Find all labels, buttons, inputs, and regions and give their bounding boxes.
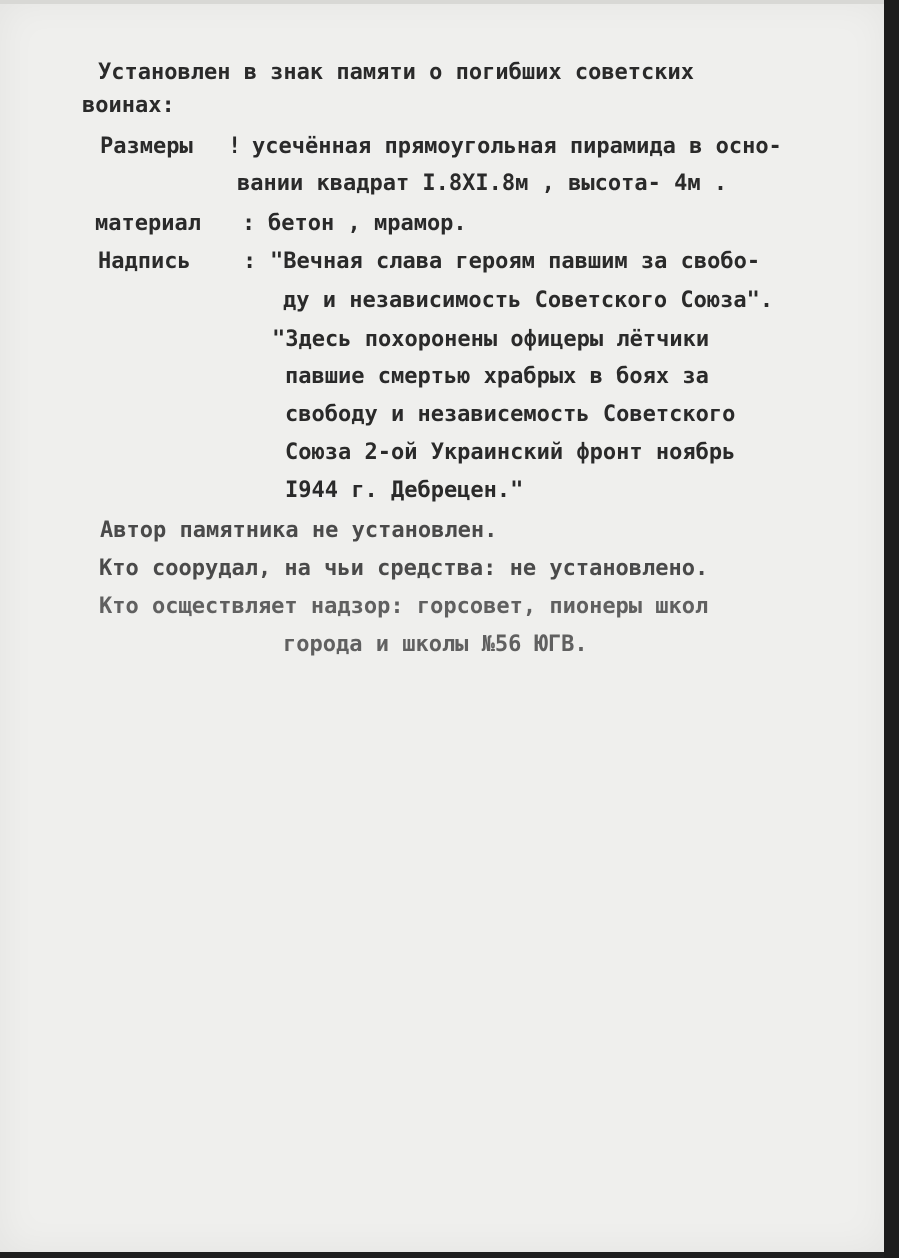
material-value: бетон , мрамор. <box>268 211 467 236</box>
intro-line-2: воинах: <box>82 93 175 118</box>
inscription-line-3: "Здесь похоронены офицеры лётчики <box>272 327 710 352</box>
inscription-line-4: павшие смертью храбрых в боях за <box>285 364 709 389</box>
material-separator: : <box>242 211 256 236</box>
builder-line: Кто соорудал, на чьи средства: не установлено. <box>99 556 709 581</box>
scan-edge-shadow <box>884 0 899 1258</box>
inscription-line-7: I944 г. Дебрецен." <box>285 478 524 503</box>
oversight-line-2: города и школы №56 ЮГВ. <box>283 632 588 657</box>
inscription-line-6: Союза 2-ой Украинский фронт ноябрь <box>285 440 736 465</box>
size-value-line-1: усечённая прямоугольная пирамида в осно- <box>252 134 782 159</box>
page-top-edge <box>0 0 886 4</box>
inscription-line-1: "Вечная слава героям павшим за свобо- <box>270 249 761 274</box>
size-label: Размеры <box>100 134 193 159</box>
intro-line-1: Установлен в знак памяти о погибших советских <box>98 60 695 85</box>
inscription-line-5: свободу и независемость Советского <box>285 402 736 427</box>
inscription-label: Надпись <box>98 249 191 274</box>
inscription-separator: : <box>243 249 257 274</box>
author-line: Автор памятника не установлен. <box>100 518 498 543</box>
oversight-line-1: Кто осществляет надзор: горсовет, пионеры школ <box>99 594 709 619</box>
size-separator: ! <box>228 134 242 159</box>
material-label: материал <box>95 211 201 236</box>
inscription-line-2: ду и независимость Советского Союза". <box>283 288 774 313</box>
size-value-line-2: вании квадрат I.8XI.8м , высота- 4м . <box>237 171 728 196</box>
